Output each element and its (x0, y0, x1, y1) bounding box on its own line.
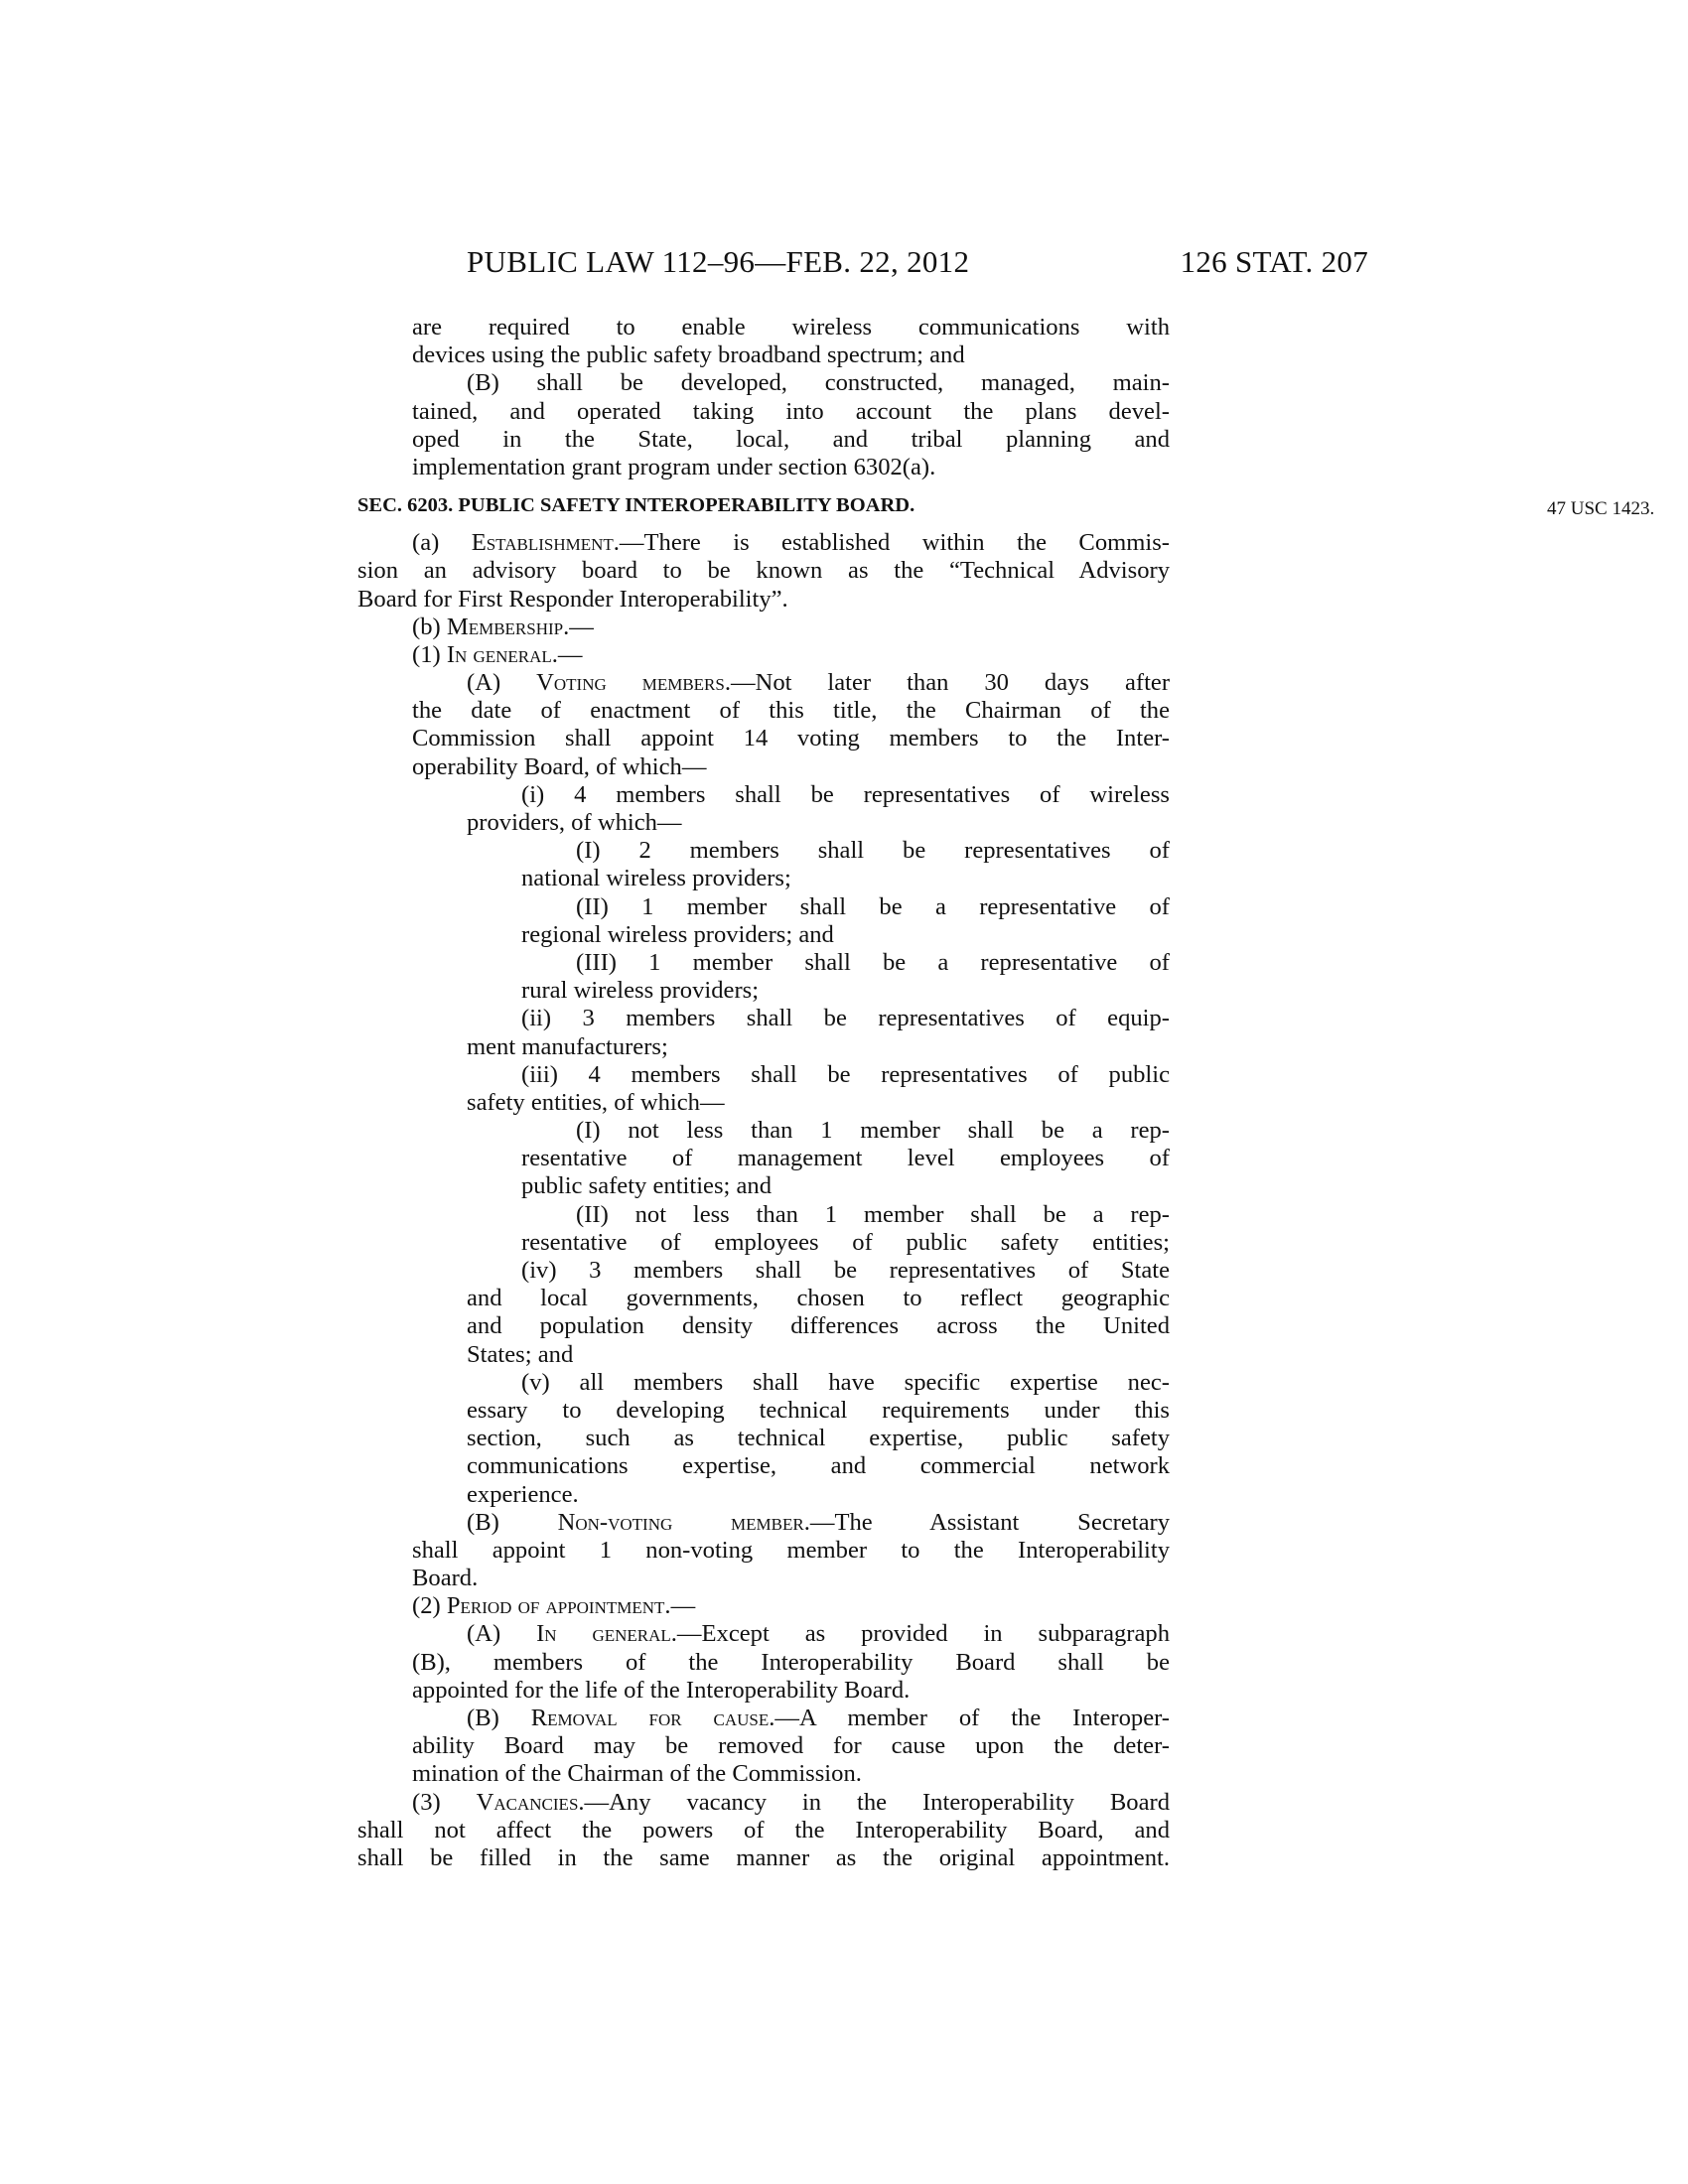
line-text: resentative of employees of public safety entities; (521, 1228, 1170, 1256)
subsection-caption: Removal for cause (530, 1705, 770, 1731)
text-line (357, 1341, 1170, 1369)
text-line (357, 641, 1170, 669)
enum-label: (b) (412, 613, 447, 640)
line-text: .—Except as provided in subparagraph (670, 1620, 1171, 1648)
enum-label: (1) (412, 640, 447, 668)
line-text: .— (551, 640, 583, 668)
text-line (357, 454, 1170, 481)
text-line (357, 1089, 1170, 1117)
subsection-caption: In general (536, 1620, 671, 1648)
line-text: shall be filled in the same manner as the original appointment. (357, 1843, 1170, 1871)
enum-label: (a) (412, 529, 472, 557)
line-text: section, such as technical expertise, public safety (467, 1425, 1170, 1452)
line-text: (I) 2 members shall be representatives of (576, 837, 1170, 865)
text-line (357, 1145, 1170, 1172)
line-text: .—There is established within the Commis- (613, 529, 1170, 557)
text-line (357, 949, 1170, 977)
text-line (357, 1397, 1170, 1425)
section-heading-text: SEC. 6203. PUBLIC SAFETY INTEROPERABILITY BOARD. (357, 494, 915, 517)
text-line (357, 314, 1170, 341)
running-header (467, 244, 1368, 288)
text-line (357, 1285, 1170, 1312)
line-text: and local governments, chosen to reflect geographic (467, 1285, 1170, 1312)
line-text: implementation grant program under section 6302(a). (412, 453, 936, 480)
line-text: States; and (467, 1340, 574, 1368)
subsection-caption: Period of appointment (446, 1592, 665, 1620)
text-line (357, 1369, 1170, 1397)
line-text: Commission shall appoint 14 voting members to the Inter- (412, 725, 1170, 752)
line-text: mination of the Chairman of the Commission. (412, 1760, 862, 1788)
text-line (357, 341, 1170, 369)
enum-label: (B) (467, 1508, 558, 1536)
text-line (357, 697, 1170, 725)
text-line (357, 1677, 1170, 1705)
line-text: .—A member of the Interoper- (769, 1705, 1170, 1731)
text-line (357, 725, 1170, 752)
line-text: experience. (467, 1480, 579, 1508)
text-line (357, 837, 1170, 865)
text-line (357, 1201, 1170, 1229)
subsection-caption: Establishment (471, 529, 614, 557)
line-text: Board for First Responder Interoperability”. (357, 585, 788, 613)
line-text: (III) 1 member shall be a representative of (576, 948, 1170, 976)
line-text: (i) 4 members shall be representatives of wireless (521, 780, 1170, 808)
header-law-date: PUBLIC LAW 112–96—FEB. 22, 2012 (467, 244, 970, 279)
text-line (357, 557, 1170, 585)
line-text: (iii) 4 members shall be representatives of public (521, 1060, 1170, 1088)
line-text: Board. (412, 1565, 479, 1592)
text-line (357, 1005, 1170, 1032)
text-line (357, 1844, 1170, 1872)
text-line (357, 977, 1170, 1005)
line-text: regional wireless providers; and (521, 920, 834, 948)
line-text: ability Board may be removed for cause upon the deter- (412, 1732, 1170, 1760)
subsection-caption: Voting members (536, 669, 725, 697)
text-line (357, 1537, 1170, 1565)
text-line (357, 865, 1170, 892)
text-line (357, 1229, 1170, 1257)
text-line (357, 809, 1170, 837)
text-line (357, 1452, 1170, 1480)
text-line (357, 1760, 1170, 1788)
line-text: are required to enable wireless communications with (412, 314, 1170, 341)
line-text: shall not affect the powers of the Interoperability Board, and (357, 1816, 1170, 1843)
text-line (357, 753, 1170, 781)
text-line (357, 1705, 1170, 1732)
text-line (357, 921, 1170, 949)
text-line (357, 1033, 1170, 1061)
line-text: .— (664, 1592, 696, 1620)
text-line (357, 1789, 1170, 1817)
text-line (357, 893, 1170, 921)
line-text: (B), members of the Interoperability Board shall be (412, 1648, 1170, 1676)
enum-label: (A) (467, 669, 537, 697)
text-line (357, 1817, 1170, 1844)
margin-note: 47 USC 1423. (1547, 498, 1655, 520)
line-text: (I) not less than 1 member shall be a rep- (576, 1117, 1170, 1145)
line-text: .—The Assistant Secretary (803, 1508, 1170, 1536)
line-text: .—Not later than 30 days after (724, 669, 1171, 697)
line-text: national wireless providers; (521, 865, 791, 892)
line-text: (II) not less than 1 member shall be a rep- (576, 1200, 1170, 1228)
section-heading (357, 489, 1655, 521)
text-line (357, 1257, 1170, 1285)
text-line (357, 1425, 1170, 1452)
text-line (357, 1172, 1170, 1200)
text-line (357, 1620, 1170, 1648)
line-text: resentative of management level employees of (521, 1145, 1170, 1172)
line-text: providers, of which— (467, 809, 682, 836)
enum-label: (B) (467, 1705, 531, 1731)
enum-label: (2) (412, 1592, 447, 1620)
line-text: (B) shall be developed, constructed, managed, main- (467, 369, 1170, 397)
text-line (357, 781, 1170, 809)
header-statute-page: 126 STAT. 207 (1180, 244, 1368, 279)
line-text: ment manufacturers; (467, 1032, 668, 1060)
text-line (357, 1649, 1170, 1677)
text-line (357, 1061, 1170, 1089)
text-line (357, 1117, 1170, 1145)
text-line (357, 614, 1170, 641)
text-line (357, 669, 1170, 697)
enum-label: (A) (467, 1620, 537, 1648)
text-line (357, 1509, 1170, 1537)
line-text: (II) 1 member shall be a representative of (576, 892, 1170, 920)
text-line (357, 1565, 1170, 1592)
line-text: tained, and operated taking into account the plans devel- (412, 397, 1170, 425)
line-text: .— (563, 613, 594, 640)
text-line (357, 398, 1170, 426)
line-text: and population density differences across the United (467, 1312, 1170, 1340)
text-line (357, 426, 1170, 454)
line-text: public safety entities; and (521, 1172, 773, 1200)
subsection-caption: Membership (446, 613, 564, 640)
line-text: essary to developing technical requirements under this (467, 1396, 1170, 1424)
document-body (357, 314, 1655, 1872)
text-line (357, 1312, 1170, 1340)
text-line (357, 1481, 1170, 1509)
line-text: communications expertise, and commercial network (467, 1452, 1170, 1480)
line-text: oped in the State, local, and tribal planning and (412, 425, 1170, 453)
line-text: (iv) 3 members shall be representatives of State (521, 1257, 1170, 1284)
text-line (357, 1732, 1170, 1760)
text-line (357, 586, 1170, 614)
line-text: safety entities, of which— (467, 1088, 725, 1116)
text-line (357, 1592, 1170, 1620)
enum-label: (3) (412, 1788, 477, 1816)
line-text: rural wireless providers; (521, 977, 760, 1005)
line-text: sion an advisory board to be known as the “Technical Advisory (357, 557, 1170, 585)
line-text: operability Board, of which— (412, 752, 707, 780)
line-text: shall appoint 1 non-voting member to the Interoperability (412, 1536, 1170, 1564)
line-text: .—Any vacancy in the Interoperability Board (578, 1788, 1171, 1816)
text-line (357, 529, 1170, 557)
line-text: devices using the public safety broadband spectrum; and (412, 341, 965, 369)
subsection-caption: Vacancies (476, 1788, 579, 1816)
line-text: (v) all members shall have specific expertise nec- (521, 1368, 1170, 1396)
line-text: the date of enactment of this title, the Chairman of the (412, 697, 1170, 725)
line-text: appointed for the life of the Interoperability Board. (412, 1676, 911, 1704)
subsection-caption: Non-voting member (557, 1508, 804, 1536)
subsection-caption: In general (446, 640, 552, 668)
text-line (357, 369, 1170, 397)
line-text: (ii) 3 members shall be representatives of equip- (521, 1005, 1170, 1032)
